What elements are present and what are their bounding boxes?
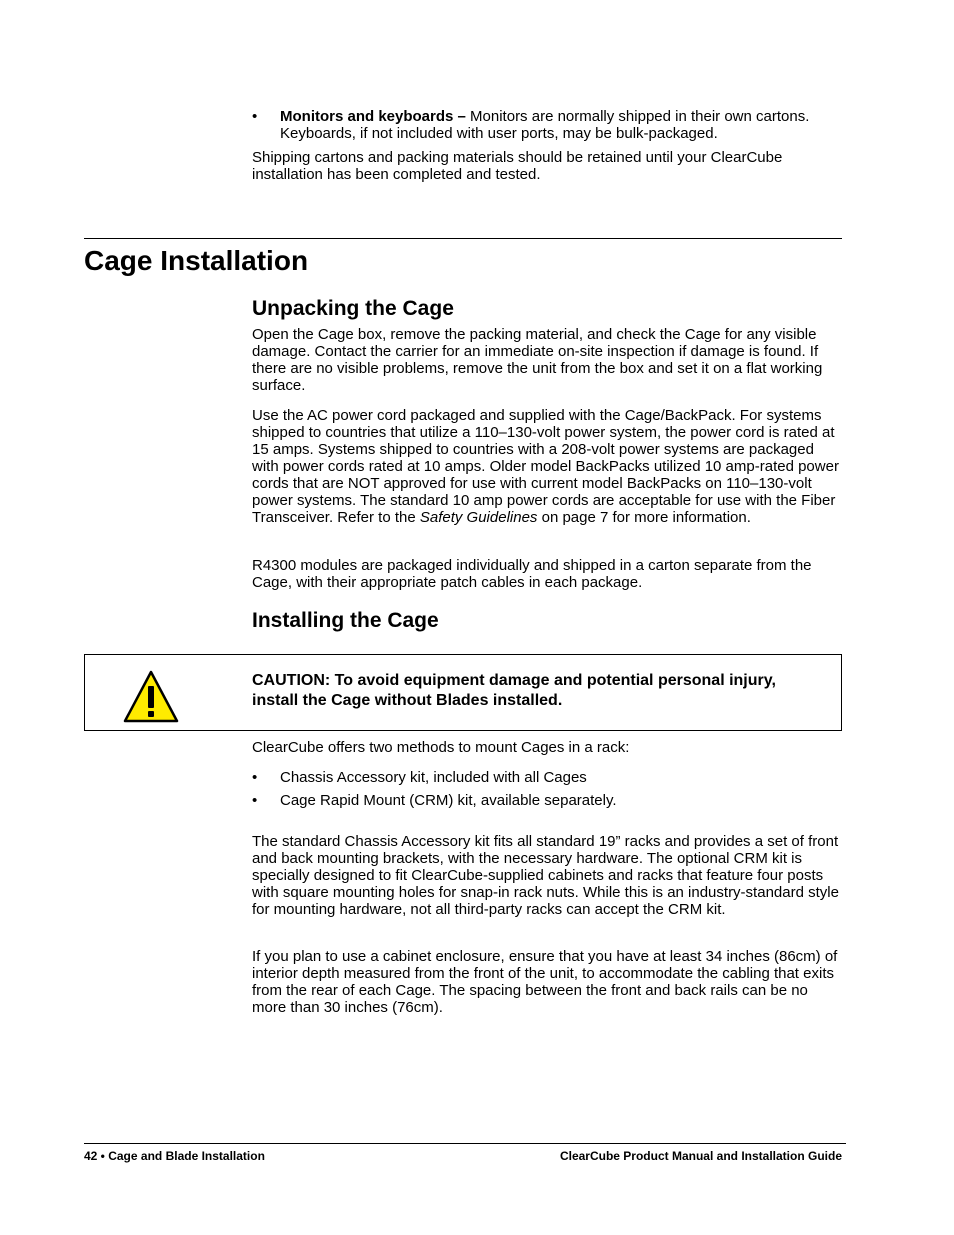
bullet-text: Cage Rapid Mount (CRM) kit, available separately. bbox=[280, 792, 617, 809]
bullet-glyph: • bbox=[252, 108, 258, 125]
section-divider bbox=[84, 238, 842, 239]
retain-paragraph: Shipping cartons and packing materials should be retained until your ClearCube installation has been completed and tested. bbox=[252, 149, 783, 183]
caution-box bbox=[84, 654, 842, 731]
para2-after: on page 7 for more information. bbox=[537, 509, 751, 526]
caution-line-1: CAUTION: To avoid equipment damage and potential personal injury, bbox=[252, 672, 776, 689]
unpacking-paragraph-2 bbox=[252, 407, 842, 526]
standard-kit-paragraph: The standard Chassis Accessory kit fits all standard 19” racks and provides a set of front and back mounting brackets, with the necessary hardware. The optional CRM kit is specially designed to fit ClearCube-supplied cabinets and racks that feature four posts with square mounting holes for snap-in rack nuts. While this is an industry-standard style for mounting hardware, not all third-party racks can accept the CRM kit. bbox=[252, 833, 839, 918]
bullet-text-line1: Monitors are normally shipped in their own cartons. bbox=[465, 108, 810, 125]
footer-right: ClearCube Product Manual and Installation Guide bbox=[559, 1149, 842, 1163]
bullet-text-line2: Keyboards, if not included with user ports, may be bulk-packaged. bbox=[280, 125, 718, 142]
bullet-text: Chassis Accessory kit, included with all Cages bbox=[280, 769, 587, 786]
bullet-text bbox=[280, 108, 842, 142]
bullet-glyph: • bbox=[252, 769, 258, 786]
unpacking-paragraph-1: Open the Cage box, remove the packing material, and check the Cage for any visible damage. Contact the carrier for an immediate on-site inspection if damage is found. If there are no visible problems, remove the unit from the box and set it on a flat working surface. bbox=[252, 326, 823, 394]
footer-left: 42 • Cage and Blade Installation bbox=[84, 1149, 265, 1163]
heading-installing: Installing the Cage bbox=[252, 609, 439, 632]
bullet-glyph: • bbox=[252, 792, 258, 809]
caution-line-2: install the Cage without Blades installed. bbox=[252, 692, 563, 709]
para2-before: Use the AC power cord packaged and supplied with the Cage/BackPack. For systems shipped to countries that utilize a 110–130-volt power system, the power cord is rated at 15 amps. Systems shipped to countries with a 208-volt power systems are packaged with power cords rated at 10 amps. Older model BackPacks utilized 10 amp-rated power cords that are NOT approved for use with current model BackPacks on 110–130-volt power systems. The standard 10 amp power cords are acceptable for use with the Fiber Transceiver. Refer to the bbox=[252, 407, 839, 526]
warning-triangle-icon bbox=[123, 670, 179, 723]
heading-unpacking: Unpacking the Cage bbox=[252, 297, 454, 320]
caution-text bbox=[252, 671, 832, 711]
unpacking-paragraph-3: R4300 modules are packaged individually and shipped in a carton separate from the Cage, with their appropriate patch cables in each package. bbox=[252, 557, 812, 591]
safety-guidelines-ref: Safety Guidelines bbox=[419, 509, 538, 526]
footer-divider bbox=[84, 1143, 846, 1144]
methods-intro: ClearCube offers two methods to mount Cages in a rack: bbox=[252, 739, 630, 756]
bullet-lead: Monitors and keyboards – bbox=[280, 108, 466, 125]
section-title: Cage Installation bbox=[84, 245, 309, 276]
cabinet-paragraph: If you plan to use a cabinet enclosure, ensure that you have at least 34 inches (86cm) of interior depth measured from the front of the unit, to accommodate the cabling that exits from the rear of each Cage. The spacing between the front and back rails can be no more than 30 inches (76cm). bbox=[252, 948, 838, 1016]
